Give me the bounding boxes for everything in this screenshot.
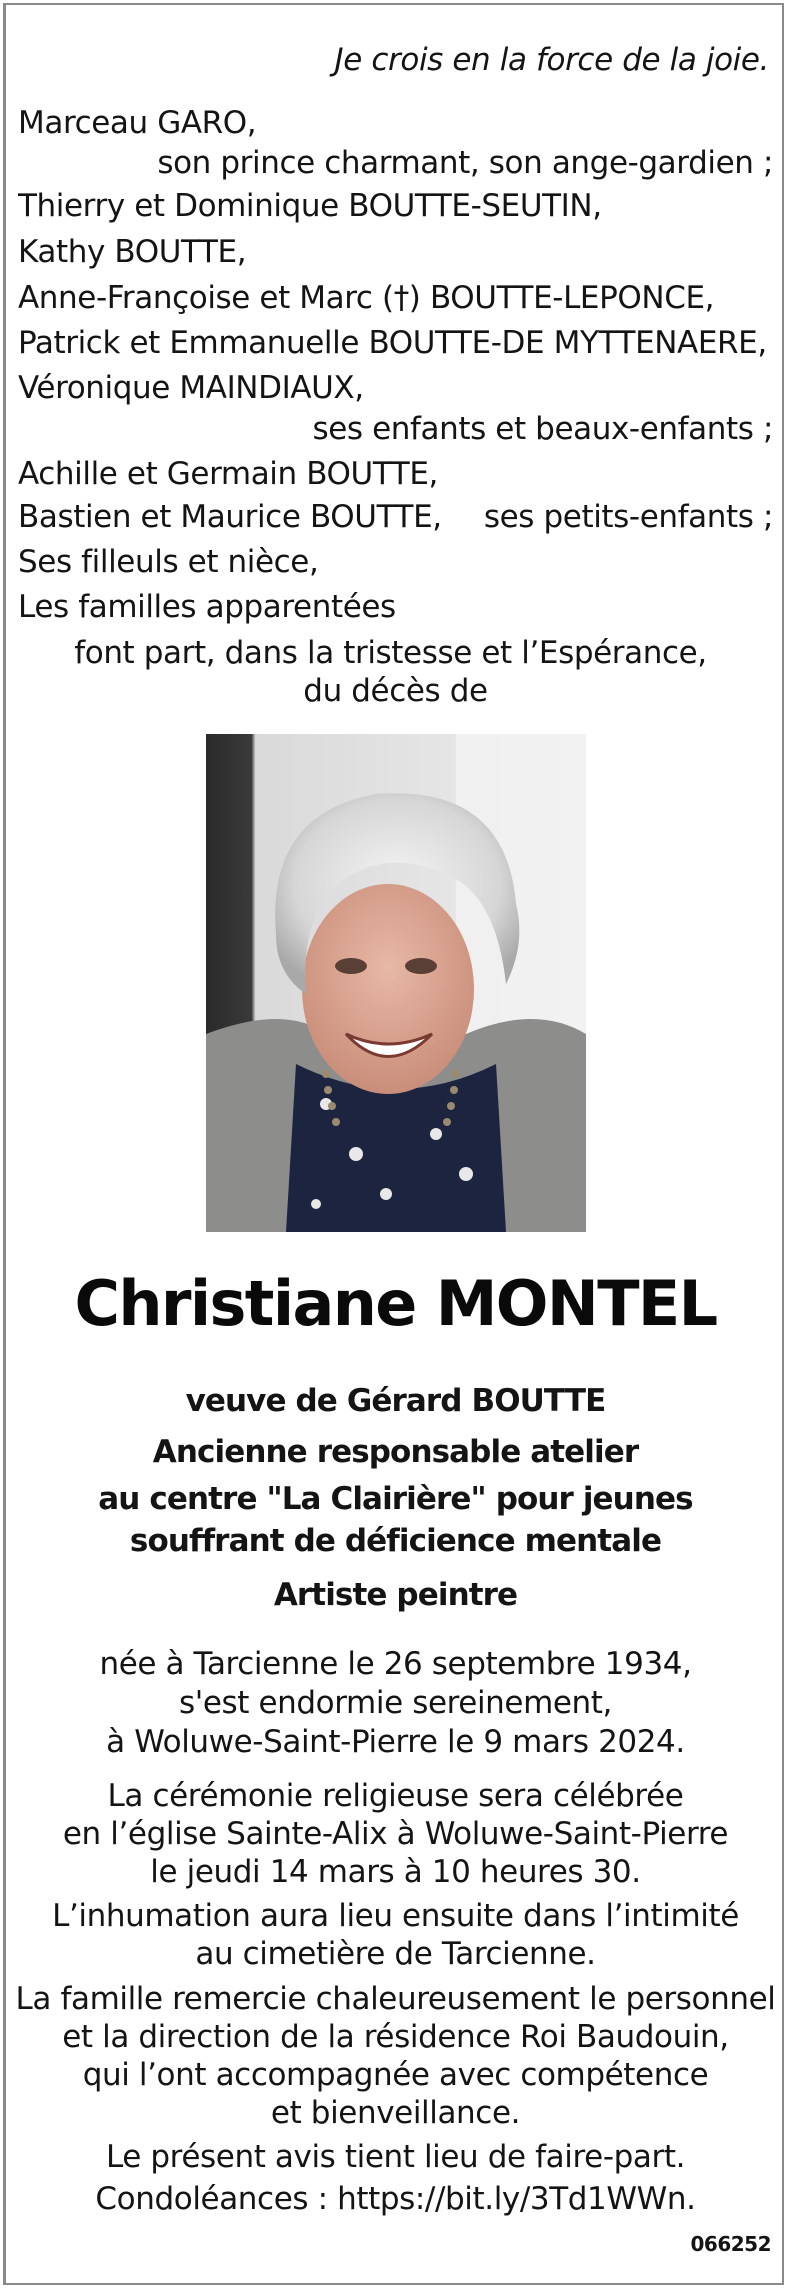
ceremony-line-1: La cérémonie religieuse sera célébrée — [107, 1778, 684, 1814]
thanks-line-2: et la direction de la résidence Roi Baudouin, — [62, 2019, 729, 2055]
ceremony-line-2: en l’église Sainte-Alix à Woluwe-Saint-Pierre — [62, 1816, 729, 1852]
deceased-name: Christiane MONTEL — [74, 1267, 717, 1340]
thanks-line-1: La famille remercie chaleureusement le personnel — [15, 1981, 776, 2017]
family-line-2: son prince charmant, son ange-gardien ; — [157, 145, 773, 181]
ceremony-line-3: le jeudi 14 mars à 10 heures 30. — [150, 1854, 641, 1890]
family-line-7: Véronique MAINDIAUX, — [18, 370, 364, 406]
family-line-4: Kathy BOUTTE, — [18, 234, 247, 270]
family-line-3: Thierry et Dominique BOUTTE-SEUTIN, — [18, 188, 602, 224]
family-line-5: Anne-Françoise et Marc (†) BOUTTE-LEPONCE, — [18, 280, 715, 316]
family-line-9: Achille et Germain BOUTTE, — [18, 456, 438, 492]
closing-line-1: Le présent avis tient lieu de faire-part. — [105, 2139, 686, 2175]
thanks-line-3: qui l’ont accompagnée avec compétence — [82, 2057, 709, 2093]
family-line-1: Marceau GARO, — [18, 105, 257, 141]
family-line-13: Les familles apparentées — [18, 589, 396, 625]
title-line-3: au centre "La Clairière" pour jeunes — [98, 1481, 693, 1517]
announcement-line-2: du décès de — [303, 673, 488, 709]
burial-line-2: au cimetière de Tarcienne. — [195, 1936, 596, 1972]
closing-line-2: Condoléances : https://bit.ly/3Td1WWn. — [95, 2181, 696, 2217]
family-line-12: Ses filleuls et nièce, — [18, 544, 319, 580]
family-line-6: Patrick et Emmanuelle BOUTTE-DE MYTTENAERE, — [18, 325, 767, 361]
reference-number: 066252 — [690, 2232, 771, 2256]
announcement-line-1: font part, dans la tristesse et l’Espérance, — [74, 635, 707, 671]
portrait-photo — [206, 734, 586, 1232]
family-line-11: ses petits-enfants ; — [483, 499, 773, 535]
portrait-illustration — [206, 734, 586, 1232]
family-line-8: ses enfants et beaux-enfants ; — [312, 411, 773, 447]
burial-line-1: L’inhumation aura lieu ensuite dans l’intimité — [52, 1898, 739, 1934]
title-line-2: Ancienne responsable atelier — [152, 1434, 639, 1470]
life-line-3: à Woluwe-Saint-Pierre le 9 mars 2024. — [106, 1724, 685, 1760]
family-line-10: Bastien et Maurice BOUTTE, — [18, 499, 442, 535]
title-line-1: veuve de Gérard BOUTTE — [185, 1383, 606, 1419]
motto: Je crois en la force de la joie. — [334, 42, 769, 78]
title-line-5: Artiste peintre — [273, 1577, 518, 1613]
life-line-1: née à Tarcienne le 26 septembre 1934, — [99, 1646, 692, 1682]
thanks-line-4: et bienveillance. — [270, 2095, 521, 2131]
title-line-4: souffrant de déficience mentale — [129, 1523, 662, 1559]
life-line-2: s'est endormie sereinement, — [178, 1685, 613, 1721]
